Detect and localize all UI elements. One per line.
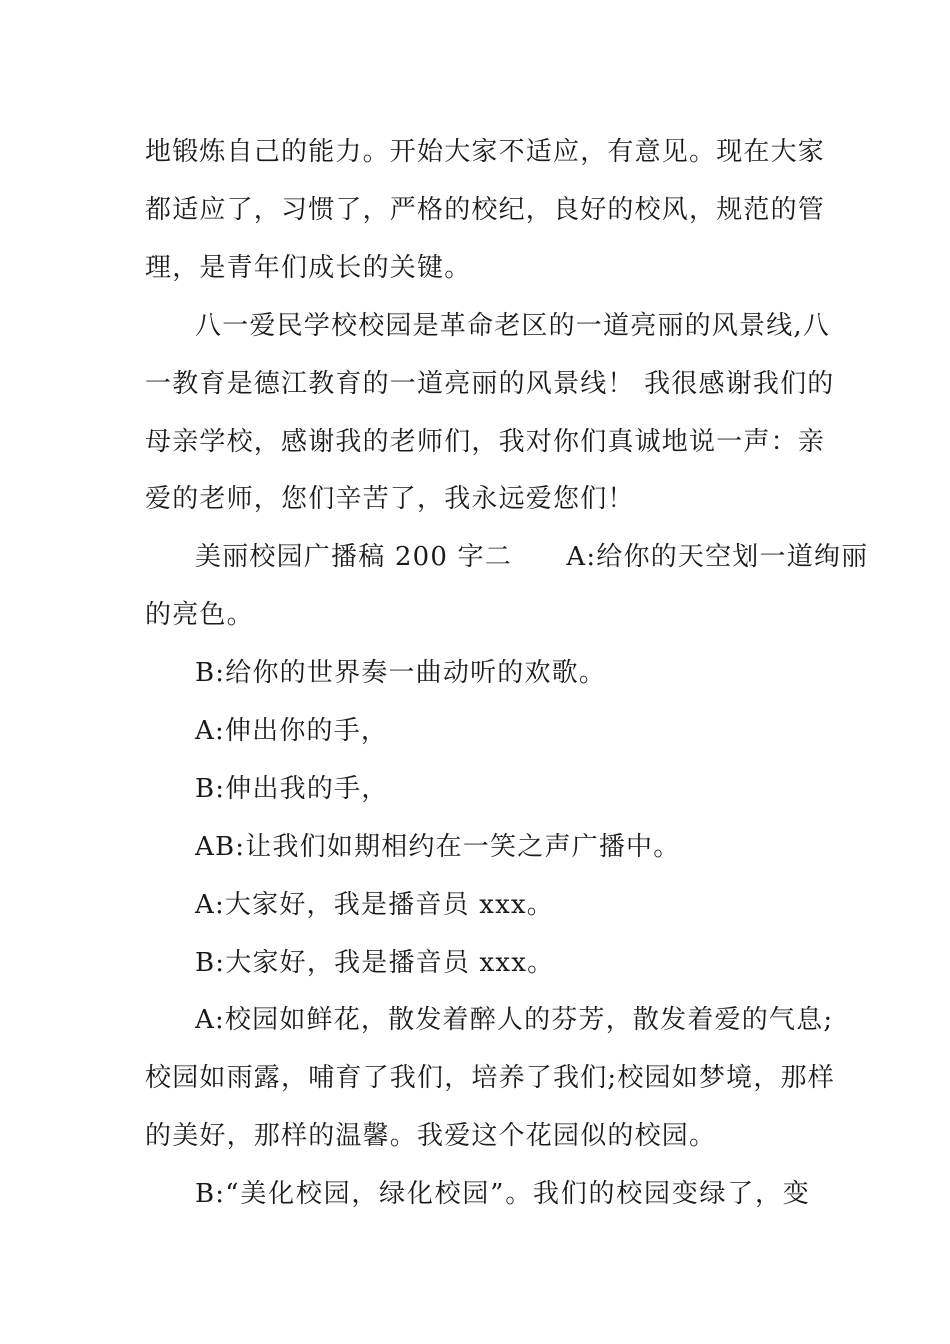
dialogue-line: B:给你的世界奏一曲动听的欢歌。 xyxy=(195,658,607,688)
dialogue-line: B:大家好，我是播音员 xxx。 xyxy=(195,948,555,978)
paragraph-line: 母亲学校，感谢我的老师们，我对你们真诚地说一声：亲 xyxy=(145,427,826,457)
dialogue-line: A:校园如鲜花，散发着醉人的芬芳，散发着爱的气息; xyxy=(195,1005,834,1035)
paragraph-line: 都适应了，习惯了，严格的校纪，良好的校风，规范的管 xyxy=(145,195,826,225)
dialogue-line: A:伸出你的手， xyxy=(195,716,389,746)
paragraph-line: 理，是青年们成长的关键。 xyxy=(145,253,472,283)
paragraph-line: 爱的老师，您们辛苦了，我永远爱您们！ xyxy=(145,484,635,514)
section-heading-line: 美丽校园广播稿 200 字二 A:给你的天空划一道绚丽 xyxy=(195,542,869,572)
dialogue-line: B:伸出我的手， xyxy=(195,774,389,804)
paragraph-line: 一教育是德江教育的一道亮丽的风景线！ 我很感谢我们的 xyxy=(145,369,835,399)
dialogue-line: A:大家好，我是播音员 xxx。 xyxy=(195,890,554,920)
paragraph-line: 的亮色。 xyxy=(145,600,254,630)
dialogue-line: B:“美化校园，绿化校园”。我们的校园变绿了，变 xyxy=(195,1179,810,1209)
dialogue-line: AB:让我们如期相约在一笑之声广播中。 xyxy=(195,832,681,862)
paragraph-line: 八一爱民学校校园是革命老区的一道亮丽的风景线,八 xyxy=(195,311,831,341)
paragraph-line: 地锻炼自己的能力。开始大家不适应，有意见。现在大家 xyxy=(145,137,826,167)
paragraph-line: 的美好，那样的温馨。我爱这个花园似的校园。 xyxy=(145,1121,717,1151)
paragraph-line: 校园如雨露，哺育了我们，培养了我们;校园如梦境，那样 xyxy=(145,1063,835,1093)
